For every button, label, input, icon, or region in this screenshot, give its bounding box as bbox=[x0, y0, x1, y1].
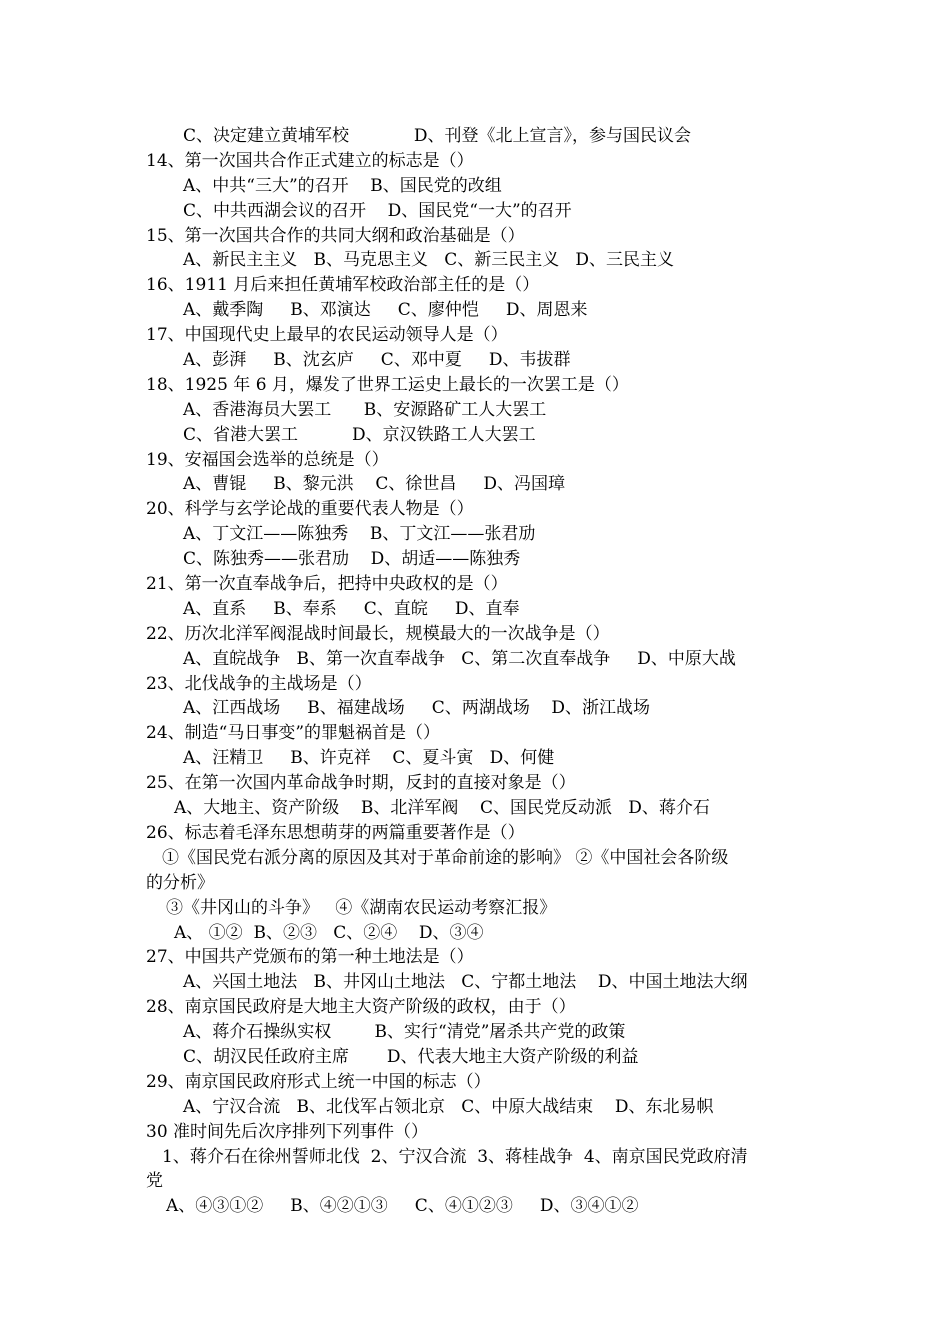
option-line: A、宁汉合流 B、北伐军占领北京 C、中原大战结束 D、东北易帜 bbox=[183, 1096, 714, 1117]
question-line: 20、科学与玄学论战的重要代表人物是（） bbox=[146, 499, 474, 520]
option-line: A、香港海员大罢工 B、安源路矿工人大罢工 bbox=[183, 399, 547, 420]
option-line: ①《国民党右派分离的原因及其对于革命前途的影响》 ②《中国社会各阶级 bbox=[162, 847, 729, 868]
option-line: A、丁文江——陈独秀 B、丁文江——张君劢 bbox=[183, 524, 536, 545]
option-line: 1、蒋介石在徐州誓师北伐 2、宁汉合流 3、蒋桂战争 4、南京国民党政府清 bbox=[162, 1146, 748, 1167]
option-line: A、汪精卫 B、许克祥 C、夏斗寅 D、何健 bbox=[183, 748, 555, 769]
option-line: A、曹锟 B、黎元洪 C、徐世昌 D、冯国璋 bbox=[183, 474, 566, 495]
option-line: ③《井冈山的斗争》 ④《湖南农民运动考察汇报》 bbox=[166, 897, 557, 918]
question-line: 23、北伐战争的主战场是（） bbox=[146, 673, 372, 694]
question-line: 15、第一次国共合作的共同大纲和政治基础是（） bbox=[146, 225, 525, 246]
question-line: 18、1925 年 6 月，爆发了世界工运史上最长的一次罢工是（） bbox=[146, 374, 629, 395]
option-line: A、大地主、资产阶级 B、北洋军阀 C、国民党反动派 D、蒋介石 bbox=[174, 798, 710, 819]
answer-choices: A、 ①② B、②③ C、②④ D、③④ bbox=[174, 922, 484, 943]
question-line: 27、中国共产党颁布的第一种土地法是（） bbox=[146, 947, 474, 968]
question-line: 26、标志着毛泽东思想萌芽的两篇重要著作是（） bbox=[146, 822, 525, 843]
option-line: A、直系 B、奉系 C、直皖 D、直奉 bbox=[183, 598, 520, 619]
option-line: A、江西战场 B、福建战场 C、两湖战场 D、浙江战场 bbox=[183, 698, 651, 719]
question-line: 24、制造“马日事变”的罪魁祸首是（） bbox=[146, 723, 441, 744]
question-line: 21、第一次直奉战争后，把持中央政权的是（） bbox=[146, 574, 508, 595]
option-line: C、省港大罢工 D、京汉铁路工人大罢工 bbox=[183, 424, 536, 445]
option-line: A、彭湃 B、沈玄庐 C、邓中夏 D、韦拔群 bbox=[183, 350, 571, 371]
option-line-continued: 党 bbox=[146, 1171, 163, 1192]
question-line: 25、在第一次国内革命战争时期，反封的直接对象是（） bbox=[146, 773, 576, 794]
question-line: 29、南京国民政府形式上统一中国的标志（） bbox=[146, 1071, 491, 1092]
question-line: 22、历次北洋军阀混战时间最长，规模最大的一次战争是（） bbox=[146, 623, 610, 644]
option-line: A、中共“三大”的召开 B、国民党的改组 bbox=[183, 175, 502, 196]
question-line: 14、第一次国共合作正式建立的标志是（） bbox=[146, 150, 474, 171]
option-line: C、陈独秀——张君劢 D、胡适——陈独秀 bbox=[183, 549, 521, 570]
question-line: 17、中国现代史上最早的农民运动领导人是（） bbox=[146, 325, 508, 346]
question-list bbox=[146, 124, 810, 1219]
option-line: A、戴季陶 B、邓演达 C、廖仲恺 D、周恩来 bbox=[183, 300, 588, 321]
option-line: A、兴国土地法 B、井冈山土地法 C、宁都土地法 D、中国土地法大纲 bbox=[183, 972, 748, 993]
option-line: A、新民主主义 B、马克思主义 C、新三民主义 D、三民主义 bbox=[183, 250, 675, 271]
answer-choices: A、④③①② B、④②①③ C、④①②③ D、③④①② bbox=[166, 1196, 639, 1217]
option-line: C、决定建立黄埔军校 D、刊登《北上宣言》，参与国民议会 bbox=[183, 126, 691, 146]
question-line: 30 准时间先后次序排列下列事件（） bbox=[146, 1121, 429, 1142]
question-line: 16、1911 月后来担任黄埔军校政治部主任的是（） bbox=[146, 275, 540, 296]
option-line: A、蒋介石操纵实权 B、实行“清党”屠杀共产党的政策 bbox=[183, 1022, 626, 1043]
option-line: C、中共西湖会议的召开 D、国民党“一大”的召开 bbox=[183, 200, 572, 221]
option-line-continued: 的分析》 bbox=[146, 872, 214, 893]
question-line: 28、南京国民政府是大地主大资产阶级的政权，由于（） bbox=[146, 997, 576, 1018]
question-line: 19、安福国会选举的总统是（） bbox=[146, 449, 389, 470]
option-line: C、胡汉民任政府主席 D、代表大地主大资产阶级的利益 bbox=[183, 1046, 639, 1067]
option-line: A、直皖战争 B、第一次直奉战争 C、第二次直奉战争 D、中原大战 bbox=[183, 648, 736, 669]
